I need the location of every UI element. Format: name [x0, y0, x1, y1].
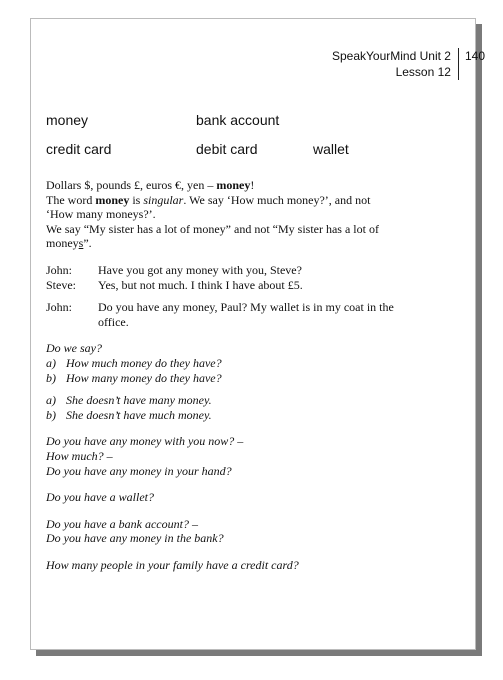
intro-line-1: Dollars $, pounds £, euros €, yen – money!: [46, 178, 255, 192]
question: How much? –: [46, 448, 113, 463]
question-prompt: Do we say?: [46, 341, 102, 356]
vocab-word: debit card: [196, 141, 258, 157]
question: Do you have a wallet?: [46, 490, 154, 505]
question: Do you have any money in your hand?: [46, 463, 232, 478]
vocab-word: money: [46, 112, 89, 128]
question: Do you have a bank account? –: [46, 516, 198, 531]
vocab-word: wallet: [313, 141, 349, 157]
option: a) How much money do they have?: [46, 355, 222, 370]
page-header: [332, 48, 485, 80]
lesson-body: [46, 178, 398, 572]
speaker: John:: [46, 262, 73, 277]
intro-line-2: The word money is singular. We say ‘How much money?’, and not ‘How many moneys?’.: [46, 192, 371, 222]
utterance: Have you got any money with you, Steve?: [98, 262, 302, 277]
utterance: Do you have any money, Paul? My wallet is in my coat in the office.: [98, 300, 394, 329]
option: b) How many money do they have?: [46, 370, 222, 385]
vocab-word: credit card: [46, 141, 112, 157]
utterance: Yes, but not much. I think I have about £5.: [98, 277, 303, 292]
lesson-label: Lesson 12: [395, 65, 451, 79]
speaker: Steve:: [46, 277, 76, 292]
dialog-line: [46, 278, 398, 293]
option: a) She doesn’t have many money.: [46, 393, 212, 408]
vocab-word: bank account: [196, 112, 280, 128]
unit-title: SpeakYourMind Unit 2: [332, 49, 451, 63]
speaker: John:: [46, 300, 73, 315]
dialog-line: [46, 300, 398, 329]
header-title-block: [332, 48, 459, 80]
question: Do you have any money with you now? –: [46, 434, 244, 449]
question: Do you have any money in the bank?: [46, 531, 224, 546]
intro-line-3: We say “My sister has a lot of money” and not “My sister has a lot of moneys”.: [46, 221, 379, 251]
question: How many people in your family have a credit card?: [46, 557, 299, 572]
page-number: 140: [464, 49, 485, 63]
dialog-line: [46, 263, 398, 278]
option: b) She doesn’t have much money.: [46, 407, 212, 422]
